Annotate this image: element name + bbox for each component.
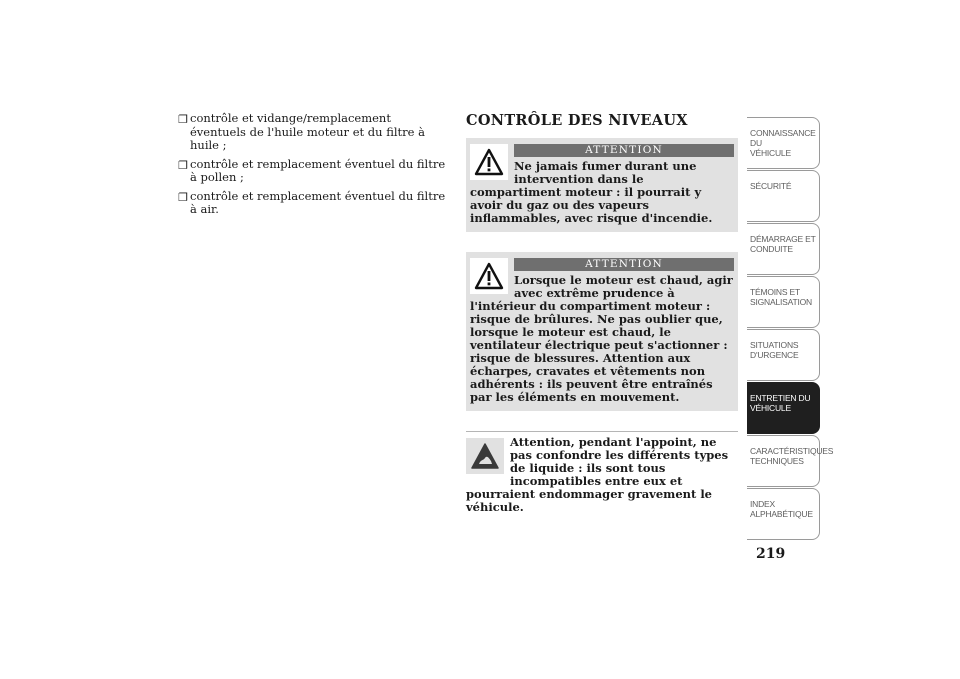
checkbox-bullet-icon: ❐ xyxy=(178,113,188,126)
list-item xyxy=(178,112,448,153)
checkbox-bullet-icon: ❐ xyxy=(178,190,188,204)
warning-triangle-icon xyxy=(470,258,508,294)
tab-temoins-signalisation[interactable]: TÉMOINS ET SIGNALISATION xyxy=(747,276,820,328)
tab-caracteristiques-techniques[interactable]: CARACTÉRISTIQUES TECHNIQUES xyxy=(747,435,820,487)
list-item-text: contrôle et remplacement éventuel du filtre à air. xyxy=(190,188,446,216)
warning-triangle-icon xyxy=(470,144,508,180)
environment-note xyxy=(466,431,738,514)
left-bullet-list xyxy=(178,112,448,222)
warning-text: Ne jamais fumer durant une intervention dans le compartiment moteur : il pourrait y avoir du gaz ou des vapeurs inflammables, avec risque d'incendie. xyxy=(470,160,734,225)
section-title: CONTRÔLE DES NIVEAUX xyxy=(466,112,688,129)
warning-header: ATTENTION xyxy=(514,144,734,157)
list-item-text: contrôle et remplacement éventuel du filtre à pollen ; xyxy=(190,156,446,184)
warning-text: Lorsque le moteur est chaud, agir avec extrême prudence à l'intérieur du compartiment moteur : risque de brûlures. Ne pas oublier que, lorsque le moteur est chaud, le ventilateur électrique peut s'actionner : risque de blessures. Attention aux écharpes, cravates et vêtements non adhérents : ils peuvent être entraînés par les éléments en mouvement. xyxy=(470,274,734,404)
warning-box-fire xyxy=(466,138,738,232)
tab-securite[interactable]: SÉCURITÉ xyxy=(747,170,820,222)
warning-box-burns xyxy=(466,252,738,411)
environment-warning-icon xyxy=(466,438,504,474)
right-column xyxy=(466,112,738,514)
tab-situations-urgence[interactable]: SITUATIONS D'URGENCE xyxy=(747,329,820,381)
note-text: Attention, pendant l'appoint, ne pas confondre les différents types de liquide : ils sont tous incompatibles entre eux et pourraient endommager gravement le véhicule. xyxy=(466,435,729,514)
tab-connaissance-vehicule[interactable]: CONNAISSANCE DU VÉHICULE xyxy=(747,117,820,169)
page-number: 219 xyxy=(756,546,786,562)
tab-entretien-vehicule[interactable]: ENTRETIEN DU VÉHICULE xyxy=(747,382,820,434)
tab-demarrage-conduite[interactable]: DÉMARRAGE ET CONDUITE xyxy=(747,223,820,275)
list-item xyxy=(178,190,448,217)
warning-header: ATTENTION xyxy=(514,258,734,271)
list-item-text: contrôle et vidange/remplacement éventuels de l'huile moteur et du filtre à huile ; xyxy=(190,111,425,152)
tab-index-alphabetique[interactable]: INDEX ALPHABÉTIQUE xyxy=(747,488,820,540)
chapter-tabs xyxy=(747,117,834,541)
checkbox-bullet-icon: ❐ xyxy=(178,158,188,172)
list-item xyxy=(178,158,448,185)
